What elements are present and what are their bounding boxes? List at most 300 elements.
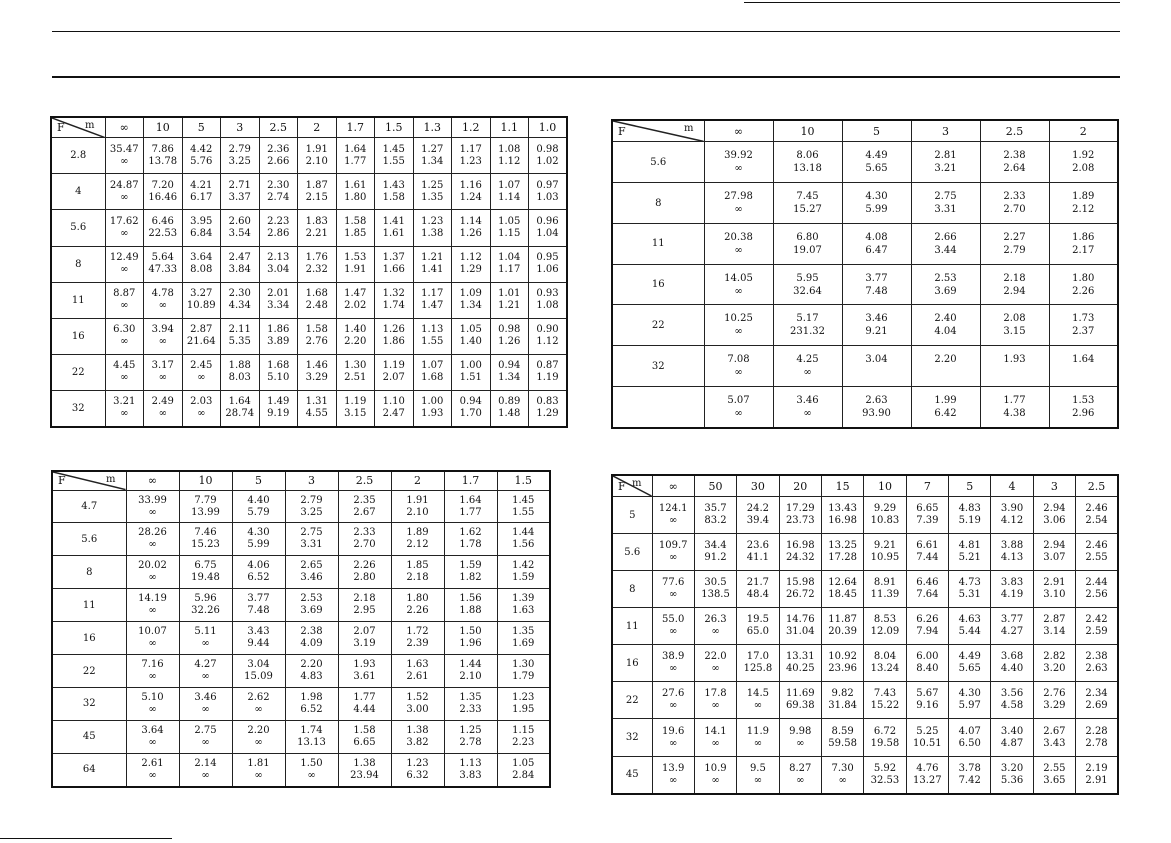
far-limit-value: 69.38 xyxy=(785,700,815,712)
distance-cell xyxy=(126,655,179,688)
near-limit-value: 1.38 xyxy=(406,724,429,736)
f-number-cell: 5.6 xyxy=(612,534,652,571)
near-limit-value: 6.30 xyxy=(113,324,136,336)
table-row xyxy=(51,390,567,427)
distance-cell xyxy=(338,523,391,556)
near-limit-value: 2.49 xyxy=(151,396,174,408)
near-limit-value: 1.41 xyxy=(382,215,405,227)
far-limit-value: 6.17 xyxy=(190,191,213,203)
far-limit-value: 2.32 xyxy=(305,264,328,276)
far-limit-value: 32.64 xyxy=(793,285,822,297)
distance-cell xyxy=(652,756,694,794)
table-row xyxy=(51,282,567,318)
far-limit-value: ∞ xyxy=(254,769,263,781)
near-limit-value: 3.83 xyxy=(1000,577,1024,589)
far-limit-value: ∞ xyxy=(120,227,129,239)
near-limit-value: 5.95 xyxy=(796,272,819,284)
near-limit-value: 1.42 xyxy=(512,560,535,572)
near-limit-value: 14.1 xyxy=(704,725,727,737)
distance-cell xyxy=(285,688,338,721)
far-limit-value: 1.14 xyxy=(498,191,521,203)
near-limit-value: 6.80 xyxy=(796,231,819,243)
far-limit-value: 5.99 xyxy=(865,204,888,216)
distance-cell xyxy=(652,608,694,645)
near-limit-value: 2.19 xyxy=(1085,762,1108,774)
f-number-cell: 8 xyxy=(612,183,704,224)
near-limit-value: 5.92 xyxy=(873,762,897,774)
near-limit-value: 2.94 xyxy=(1043,503,1066,515)
near-limit-value: 14.76 xyxy=(785,614,815,626)
far-limit-value: 16.98 xyxy=(828,515,857,527)
near-limit-value: 0.96 xyxy=(536,215,559,227)
f-number-cell: 5.6 xyxy=(52,523,126,556)
distance-cell xyxy=(490,390,529,427)
distance-cell xyxy=(949,682,991,719)
near-limit-value: 8.04 xyxy=(873,651,897,663)
near-limit-value: 4.07 xyxy=(958,725,981,737)
distance-cell xyxy=(144,282,183,318)
near-limit-value: 2.66 xyxy=(934,231,957,243)
near-limit-value: 9.98 xyxy=(789,725,812,737)
distance-cell xyxy=(497,655,550,688)
far-limit-value: 32.26 xyxy=(191,605,220,617)
near-limit-value: 3.17 xyxy=(151,360,174,372)
far-limit-value: 1.29 xyxy=(459,264,482,276)
far-limit-value: 2.91 xyxy=(1085,774,1108,786)
column-header: 3 xyxy=(285,471,338,490)
far-limit-value: 4.83 xyxy=(300,671,323,683)
far-limit-value: 19.48 xyxy=(191,572,220,584)
distance-cell xyxy=(413,354,452,390)
distance-cell xyxy=(413,174,452,210)
near-limit-value: 1.59 xyxy=(459,560,482,572)
far-limit-value: 3.43 xyxy=(1043,737,1066,749)
far-limit-value: 5.36 xyxy=(1000,774,1024,786)
f-number-cell: 32 xyxy=(612,719,652,756)
far-limit-value: 13.27 xyxy=(913,774,942,786)
distance-cell xyxy=(144,138,183,174)
near-limit-value: 8.87 xyxy=(113,288,136,300)
distance-cell xyxy=(391,622,444,655)
near-limit-value: 1.72 xyxy=(406,626,429,638)
near-limit-value: 2.87 xyxy=(1043,614,1066,626)
far-limit-value: 13.78 xyxy=(148,155,178,167)
distance-cell xyxy=(452,246,491,282)
distance-cell xyxy=(497,523,550,556)
distance-cell xyxy=(452,174,491,210)
corner-label-f: F xyxy=(58,473,66,487)
column-header: 10 xyxy=(144,117,183,138)
far-limit-value: 4.19 xyxy=(1000,589,1024,601)
column-header: ∞ xyxy=(652,475,694,497)
near-limit-value: 6.46 xyxy=(151,215,174,227)
distance-cell xyxy=(529,390,568,427)
distance-cell xyxy=(652,571,694,608)
near-limit-value: 1.40 xyxy=(344,324,367,336)
far-limit-value: 7.94 xyxy=(916,626,939,638)
table-row xyxy=(52,655,550,688)
distance-cell xyxy=(285,490,338,523)
near-limit-value: 14.19 xyxy=(138,593,167,605)
far-limit-value: 1.69 xyxy=(512,638,535,650)
distance-cell xyxy=(221,354,260,390)
distance-cell xyxy=(285,753,338,787)
f-number-cell xyxy=(612,386,704,428)
bottom-rule xyxy=(0,838,172,839)
far-limit-value: 3.29 xyxy=(305,372,328,384)
near-limit-value: 2.36 xyxy=(267,143,290,155)
header-row xyxy=(612,120,1118,142)
near-limit-value: 2.75 xyxy=(934,191,957,203)
far-limit-value: 1.21 xyxy=(498,300,521,312)
near-limit-value: 1.26 xyxy=(382,324,405,336)
distance-cell xyxy=(182,138,221,174)
distance-cell xyxy=(444,523,497,556)
far-limit-value: ∞ xyxy=(711,626,720,638)
near-limit-value: 7.79 xyxy=(194,494,217,506)
far-limit-value: 2.51 xyxy=(344,372,367,384)
far-limit-value: 47.33 xyxy=(148,264,178,276)
column-header: 10 xyxy=(773,120,842,142)
near-limit-value: 4.45 xyxy=(113,360,136,372)
far-limit-value: ∞ xyxy=(734,204,743,216)
near-limit-value: 2.30 xyxy=(228,288,251,300)
table-row xyxy=(612,142,1118,183)
distance-cell xyxy=(704,386,773,428)
far-limit-value: 1.48 xyxy=(498,408,521,420)
distance-cell xyxy=(144,210,183,246)
far-limit-value: 7.42 xyxy=(958,774,981,786)
far-limit-value: 5.35 xyxy=(228,336,251,348)
far-limit-value: 21.64 xyxy=(186,336,216,348)
distance-cell xyxy=(336,282,375,318)
far-limit-value: 1.58 xyxy=(382,191,405,203)
far-limit-value: 2.55 xyxy=(1085,552,1108,564)
far-limit-value: 6.52 xyxy=(300,703,323,715)
far-limit-value: 6.47 xyxy=(865,244,888,256)
distance-cell xyxy=(105,354,144,390)
near-limit-value: 1.37 xyxy=(382,252,405,264)
distance-cell xyxy=(413,246,452,282)
table-row xyxy=(612,719,1118,756)
corner-label-m: m xyxy=(85,120,95,131)
distance-cell xyxy=(980,386,1049,428)
near-limit-value: 2.63 xyxy=(865,394,888,406)
far-limit-value: 5.31 xyxy=(958,589,981,601)
near-limit-value: 3.46 xyxy=(194,691,217,703)
distance-cell xyxy=(259,282,298,318)
near-limit-value: 2.38 xyxy=(1003,150,1026,162)
far-limit-value: 9.16 xyxy=(916,700,939,712)
far-limit-value: ∞ xyxy=(201,736,210,748)
far-limit-value: 48.4 xyxy=(746,589,770,601)
far-limit-value: 10.95 xyxy=(870,552,900,564)
near-limit-value: 4.30 xyxy=(865,191,888,203)
near-limit-value: 8.27 xyxy=(789,762,812,774)
far-limit-value: 2.12 xyxy=(1072,204,1095,216)
distance-cell xyxy=(179,720,232,753)
far-limit-value: 6.52 xyxy=(247,572,270,584)
distance-cell xyxy=(444,753,497,787)
near-limit-value: 1.31 xyxy=(305,396,328,408)
far-limit-value: 2.78 xyxy=(1085,737,1108,749)
far-limit-value: 1.34 xyxy=(421,155,444,167)
near-limit-value: 10.25 xyxy=(724,313,753,325)
distance-cell xyxy=(259,174,298,210)
distance-cell xyxy=(391,589,444,622)
far-limit-value: 4.38 xyxy=(1003,407,1026,419)
near-limit-value: 3.64 xyxy=(190,252,213,264)
near-limit-value: 2.14 xyxy=(194,757,217,769)
far-limit-value: 2.70 xyxy=(1003,204,1026,216)
table-row xyxy=(51,246,567,282)
near-limit-value: 2.03 xyxy=(190,396,213,408)
distance-cell xyxy=(126,589,179,622)
far-limit-value: 7.64 xyxy=(916,589,939,601)
distance-cell xyxy=(179,556,232,589)
table-row xyxy=(52,523,550,556)
corner-cell xyxy=(612,120,704,142)
distance-cell xyxy=(529,318,568,354)
distance-cell xyxy=(694,645,736,682)
f-number-cell: 8 xyxy=(51,246,105,282)
far-limit-value: 40.25 xyxy=(785,663,815,675)
near-limit-value: 3.95 xyxy=(190,215,213,227)
far-limit-value: ∞ xyxy=(201,671,210,683)
far-limit-value: 4.04 xyxy=(934,326,957,338)
far-limit-value: 3.07 xyxy=(1043,552,1066,564)
distance-cell xyxy=(375,282,414,318)
far-limit-value: 83.2 xyxy=(704,515,727,527)
column-header: 5 xyxy=(842,120,911,142)
far-limit-value: ∞ xyxy=(796,737,805,749)
distance-cell xyxy=(179,589,232,622)
far-limit-value: 15.22 xyxy=(870,700,900,712)
far-limit-value: 18.45 xyxy=(828,589,857,601)
near-limit-value: 6.26 xyxy=(916,614,939,626)
distance-cell xyxy=(490,246,529,282)
near-limit-value: 2.79 xyxy=(228,143,251,155)
far-limit-value: 1.91 xyxy=(344,264,367,276)
distance-cell xyxy=(144,354,183,390)
near-limit-value: 1.13 xyxy=(421,324,444,336)
far-limit-value: 7.44 xyxy=(916,552,939,564)
near-limit-value: 1.19 xyxy=(344,396,367,408)
near-limit-value: 1.13 xyxy=(459,757,482,769)
far-limit-value: 1.85 xyxy=(344,227,367,239)
distance-cell xyxy=(221,138,260,174)
near-limit-value: 0.98 xyxy=(536,143,559,155)
near-limit-value: 4.30 xyxy=(247,527,270,539)
far-limit-value: 3.29 xyxy=(1043,700,1066,712)
column-header: 5 xyxy=(232,471,285,490)
distance-cell xyxy=(221,246,260,282)
distance-cell xyxy=(391,655,444,688)
distance-cell xyxy=(779,756,821,794)
far-limit-value: 7.39 xyxy=(916,515,939,527)
near-limit-value: 24.87 xyxy=(109,179,139,191)
distance-cell xyxy=(779,534,821,571)
near-limit-value: 2.75 xyxy=(300,527,323,539)
far-limit-value: ∞ xyxy=(148,736,157,748)
distance-cell xyxy=(704,142,773,183)
distance-cell xyxy=(126,720,179,753)
far-limit-value: 2.66 xyxy=(267,155,290,167)
far-limit-value: 1.86 xyxy=(382,336,405,348)
near-limit-value: 1.05 xyxy=(459,324,482,336)
far-limit-value: 1.19 xyxy=(536,372,559,384)
far-limit-value: 15.23 xyxy=(191,539,220,551)
near-limit-value: 13.25 xyxy=(828,540,857,552)
near-limit-value: 7.43 xyxy=(873,688,897,700)
column-header: 2 xyxy=(1049,120,1118,142)
near-limit-value: 1.91 xyxy=(406,494,429,506)
distance-cell xyxy=(529,138,568,174)
near-limit-value: 2.35 xyxy=(353,494,376,506)
near-limit-value: 10.9 xyxy=(704,762,727,774)
near-limit-value: 27.6 xyxy=(662,688,685,700)
distance-cell xyxy=(704,305,773,346)
distance-cell xyxy=(285,720,338,753)
distance-cell xyxy=(1076,608,1118,645)
near-limit-value: 1.05 xyxy=(512,757,535,769)
f-number-cell: 64 xyxy=(52,753,126,787)
table-row xyxy=(51,138,567,174)
depth-of-field-table-4 xyxy=(611,474,1119,795)
distance-cell xyxy=(949,534,991,571)
far-limit-value: 17.28 xyxy=(828,552,857,564)
far-limit-value: 8.40 xyxy=(916,663,939,675)
far-limit-value: 1.80 xyxy=(344,191,367,203)
distance-cell xyxy=(773,142,842,183)
far-limit-value: 2.12 xyxy=(406,539,429,551)
distance-cell xyxy=(179,523,232,556)
near-limit-value: 9.29 xyxy=(873,503,897,515)
near-limit-value: 1.53 xyxy=(344,252,367,264)
far-limit-value: ∞ xyxy=(201,638,210,650)
distance-cell xyxy=(980,223,1049,264)
far-limit-value: 5.10 xyxy=(267,372,290,384)
near-limit-value: 1.91 xyxy=(305,143,328,155)
distance-cell xyxy=(842,223,911,264)
distance-cell xyxy=(842,386,911,428)
near-limit-value: 2.47 xyxy=(228,252,251,264)
near-limit-value: 2.42 xyxy=(1085,614,1108,626)
distance-cell xyxy=(737,756,779,794)
near-limit-value: 23.6 xyxy=(746,540,770,552)
far-limit-value: 91.2 xyxy=(704,552,727,564)
f-number-cell: 22 xyxy=(52,655,126,688)
far-limit-value: 1.02 xyxy=(536,155,559,167)
distance-cell xyxy=(298,138,337,174)
near-limit-value: 2.53 xyxy=(934,272,957,284)
distance-cell xyxy=(1033,571,1075,608)
far-limit-value: 3.14 xyxy=(1043,626,1066,638)
far-limit-value: ∞ xyxy=(669,552,678,564)
distance-cell xyxy=(338,720,391,753)
distance-cell xyxy=(906,756,948,794)
table-row xyxy=(52,589,550,622)
far-limit-value: 2.95 xyxy=(353,605,376,617)
distance-cell xyxy=(444,688,497,721)
near-limit-value: 2.33 xyxy=(1003,191,1026,203)
near-limit-value: 0.83 xyxy=(536,396,559,408)
distance-cell xyxy=(413,210,452,246)
near-limit-value: 0.93 xyxy=(536,288,559,300)
distance-cell xyxy=(906,645,948,682)
near-limit-value: 1.64 xyxy=(344,143,367,155)
near-limit-value: 6.46 xyxy=(916,577,939,589)
distance-cell xyxy=(529,282,568,318)
distance-cell xyxy=(126,622,179,655)
f-number-cell: 45 xyxy=(612,756,652,794)
far-limit-value: 1.34 xyxy=(498,372,521,384)
near-limit-value: 1.98 xyxy=(300,691,323,703)
far-limit-value: 41.1 xyxy=(746,552,770,564)
near-limit-value: 19.6 xyxy=(662,725,685,737)
near-limit-value: 7.46 xyxy=(194,527,217,539)
far-limit-value: 1.34 xyxy=(459,300,482,312)
near-limit-value: 21.7 xyxy=(746,577,770,589)
near-limit-value: 7.16 xyxy=(141,659,164,671)
far-limit-value: ∞ xyxy=(711,700,720,712)
distance-cell xyxy=(452,210,491,246)
far-limit-value: ∞ xyxy=(734,244,743,256)
distance-cell xyxy=(391,753,444,787)
far-limit-value: 3.15 xyxy=(1003,326,1026,338)
distance-cell xyxy=(737,645,779,682)
near-limit-value: 3.04 xyxy=(865,354,888,366)
distance-cell xyxy=(652,645,694,682)
near-limit-value: 4.27 xyxy=(194,659,217,671)
distance-cell xyxy=(529,354,568,390)
far-limit-value: 1.38 xyxy=(421,227,444,239)
near-limit-value: 1.00 xyxy=(421,396,444,408)
near-limit-value: 1.87 xyxy=(305,179,328,191)
near-limit-value: 4.08 xyxy=(865,231,888,243)
near-limit-value: 1.39 xyxy=(512,593,535,605)
far-limit-value: ∞ xyxy=(148,703,157,715)
distance-cell xyxy=(911,183,980,224)
near-limit-value: 16.98 xyxy=(785,540,815,552)
near-limit-value: 12.49 xyxy=(109,252,139,264)
distance-cell xyxy=(232,720,285,753)
far-limit-value: 1.66 xyxy=(382,264,405,276)
far-limit-value: 1.68 xyxy=(421,372,444,384)
near-limit-value: 13.43 xyxy=(828,503,857,515)
near-limit-value: 24.2 xyxy=(746,503,770,515)
column-header: 2.5 xyxy=(259,117,298,138)
distance-cell xyxy=(694,571,736,608)
near-limit-value: 9.5 xyxy=(749,762,766,774)
near-limit-value: 1.86 xyxy=(1072,231,1095,243)
distance-cell xyxy=(375,246,414,282)
near-limit-value: 1.89 xyxy=(1072,191,1095,203)
distance-cell xyxy=(949,608,991,645)
far-limit-value: 13.99 xyxy=(191,506,220,518)
near-limit-value: 20.02 xyxy=(138,560,167,572)
near-limit-value: 4.78 xyxy=(151,288,174,300)
far-limit-value: 1.93 xyxy=(421,408,444,420)
table-row xyxy=(612,264,1118,305)
far-limit-value: 4.40 xyxy=(1000,663,1024,675)
far-limit-value: 5.79 xyxy=(247,506,270,518)
near-limit-value: 1.43 xyxy=(382,179,405,191)
f-number-cell: 8 xyxy=(52,556,126,589)
near-limit-value: 17.8 xyxy=(704,688,727,700)
near-limit-value: 4.83 xyxy=(958,503,981,515)
distance-cell xyxy=(490,174,529,210)
